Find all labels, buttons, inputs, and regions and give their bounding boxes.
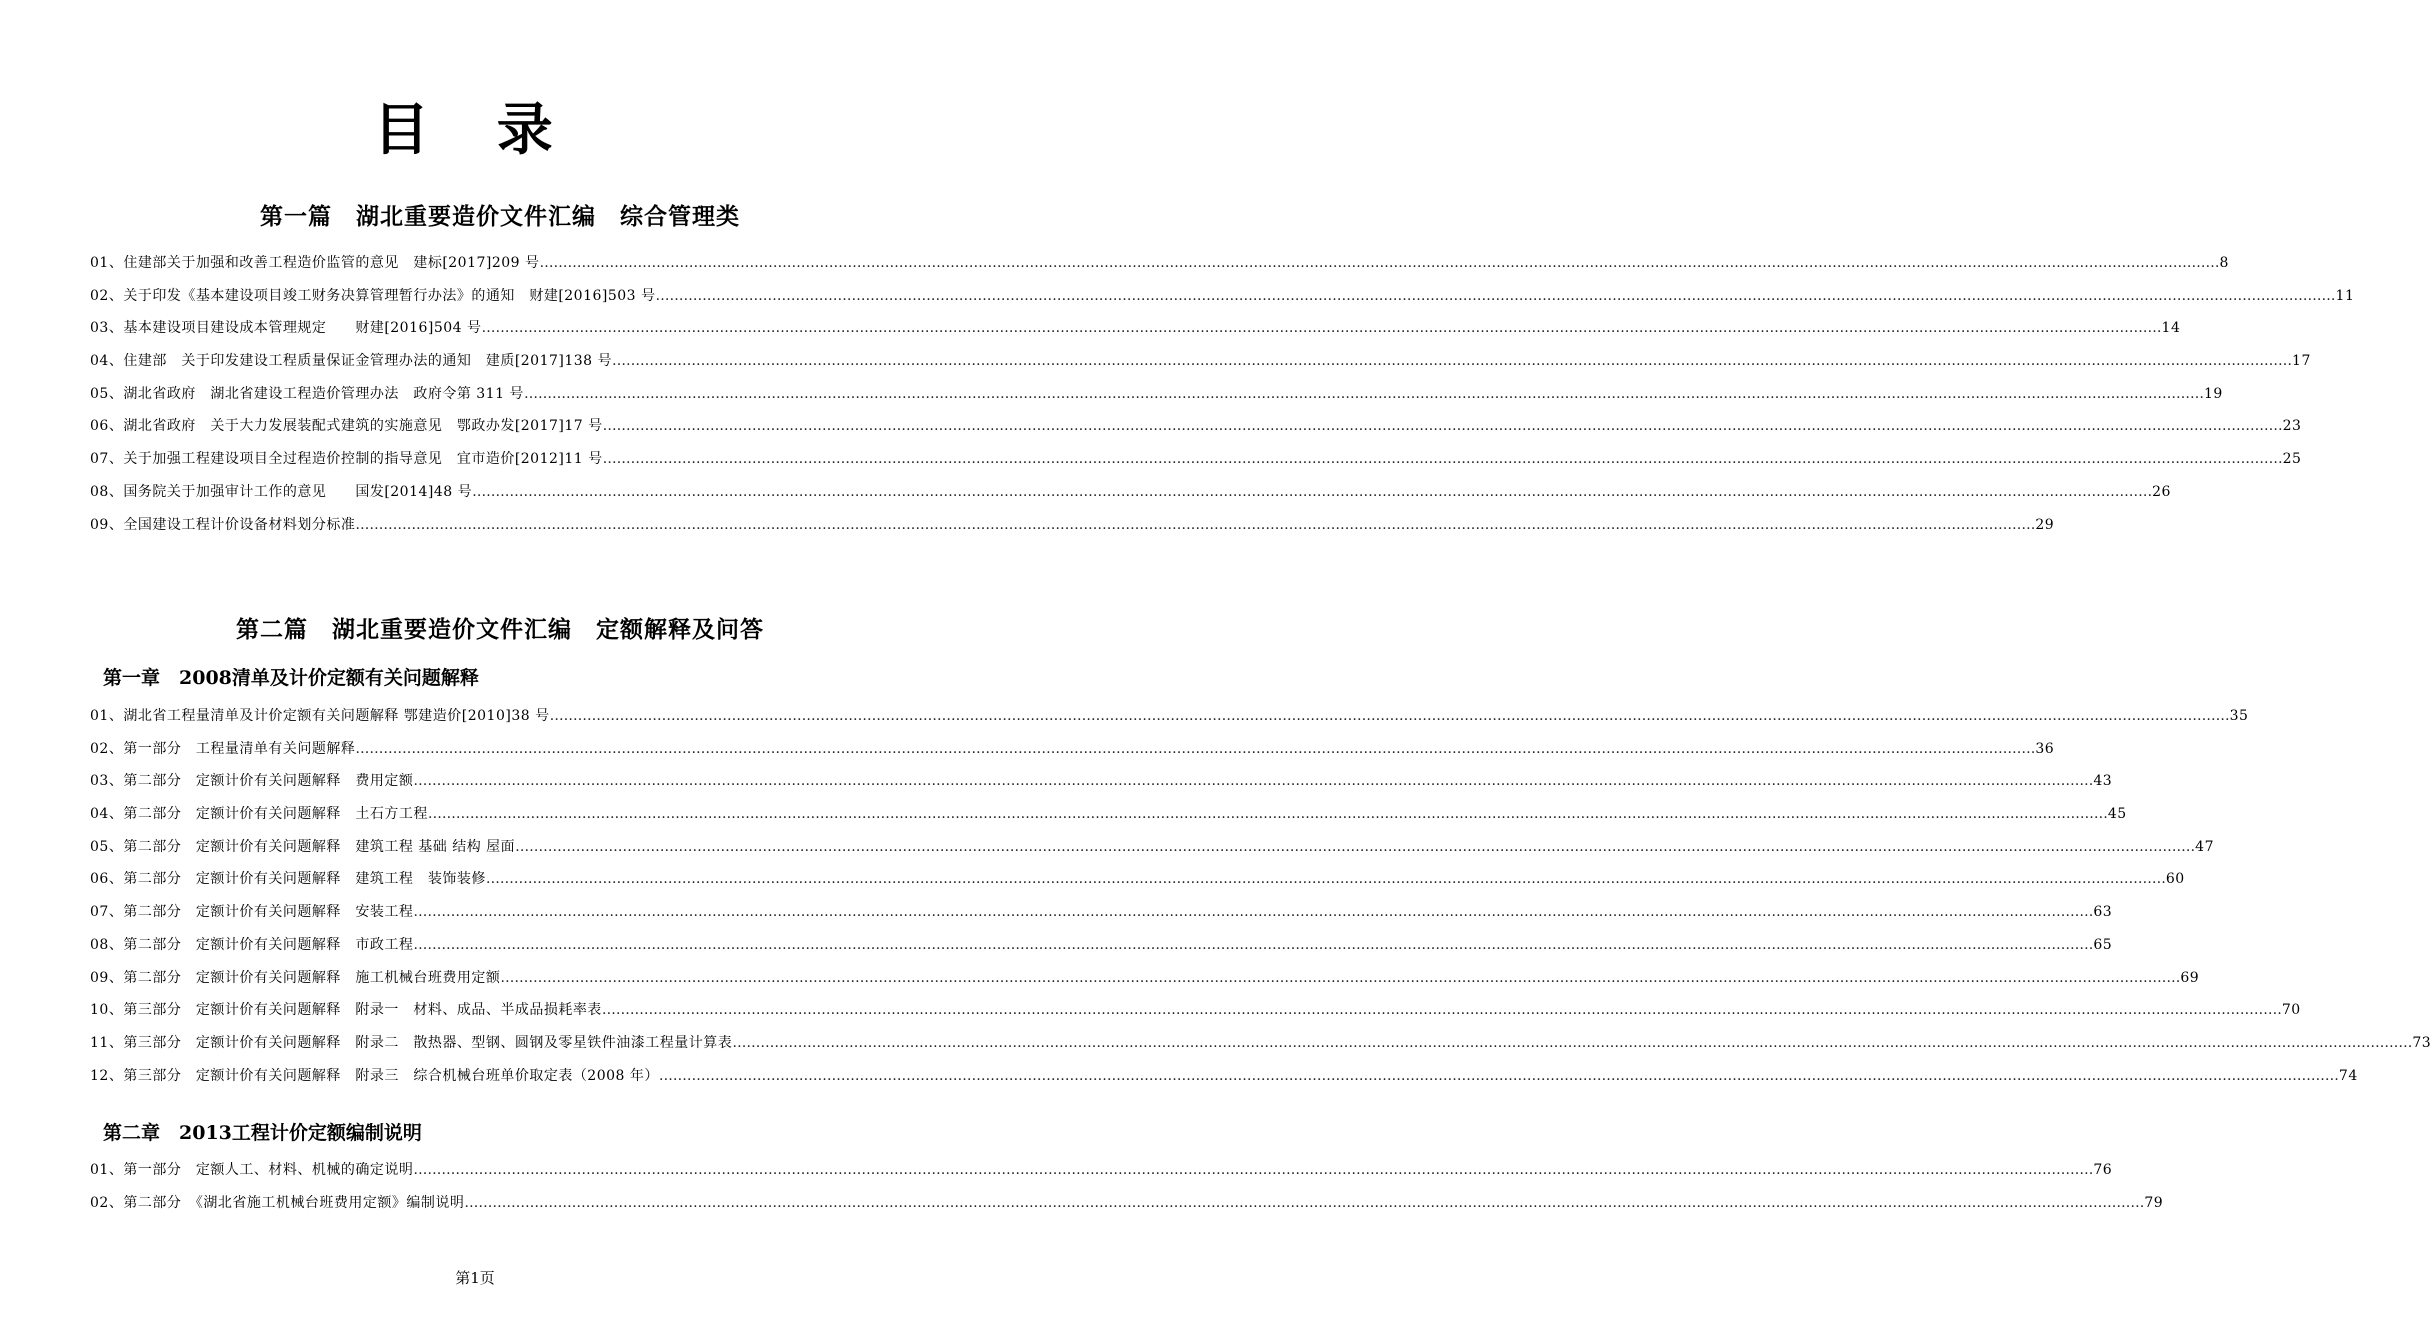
toc-entry[interactable] — [90, 449, 2302, 482]
toc-leader-dots: ……………………………………………………………………………………………………………………………………………………………………………………………………………………………………………………………………………………………………………………………… — [413, 904, 2094, 921]
toc-entry-title: 07、第二部分 定额计价有关问题解释 安装工程 — [90, 904, 414, 921]
toc-leader-dots: ……………………………………………………………………………………………………………………………………………………………………………………………………………………………………………………………………………………………………………………………… — [355, 740, 2036, 757]
toc-entry-page: 76 — [2093, 1162, 2113, 1178]
toc-entry[interactable] — [90, 935, 2113, 968]
toc-entry-title: 07、关于加强工程建设项目全过程造价控制的指导意见 宜市造价[2012]11 号 — [90, 451, 603, 468]
toc-leader-dots: ……………………………………………………………………………………………………………………………………………………………………………………………………………………………………………………………………………………………………………………………… — [472, 483, 2153, 500]
toc-entry-title: 10、第三部分 定额计价有关问题解释 附录一 材料、成品、半成品损耗率表 — [90, 1002, 602, 1019]
chapter1-title: 第一章 2008清单及计价定额有关问题解释 — [103, 667, 479, 689]
toc-entry[interactable] — [90, 1193, 2164, 1226]
toc-leader-dots: ……………………………………………………………………………………………………………………………………………………………………………………………………………………………………………………………………………………………………………………………… — [602, 418, 2283, 435]
toc-leader-dots: ……………………………………………………………………………………………………………………………………………………………………………………………………………………………………………………………………………………………………………………………… — [515, 838, 2196, 855]
toc-entry-page: 69 — [2180, 969, 2200, 986]
toc-entry-title: 01、湖北省工程量清单及计价定额有关问题解释 鄂建造价[2010]38 号 — [90, 708, 550, 724]
toc-entry[interactable] — [90, 771, 2113, 804]
toc-leader-dots: ……………………………………………………………………………………………………………………………………………………………………………………………………………………………………………………………………………………………………………………………… — [732, 1034, 2413, 1051]
toc-entry-page: 47 — [2195, 838, 2214, 855]
toc-leader-dots: ……………………………………………………………………………………………………………………………………………………………………………………………………………………………………………………………………………………………………………………………… — [413, 936, 2094, 953]
chapter2-toc-list — [90, 1160, 2164, 1225]
toc-entry-title: 11、第三部分 定额计价有关问题解释 附录二 散热器、型钢、圆钢及零星铁件油漆工程量计算表 — [90, 1034, 733, 1051]
toc-leader-dots: ……………………………………………………………………………………………………………………………………………………………………………………………………………………………………………………………………………………………………………………………… — [539, 255, 2220, 271]
toc-leader-dots: ……………………………………………………………………………………………………………………………………………………………………………………………………………………………………………………………………………………………………………………………… — [485, 871, 2166, 888]
toc-entry-title: 01、第一部分 定额人工、材料、机械的确定说明 — [90, 1162, 414, 1178]
toc-entry-title: 05、第二部分 定额计价有关问题解释 建筑工程 基础 结构 屋面 — [90, 838, 516, 855]
toc-entry-page: 63 — [2093, 904, 2113, 921]
toc-entry[interactable] — [90, 869, 2185, 902]
toc-leader-dots: ……………………………………………………………………………………………………………………………………………………………………………………………………………………………………………………………………………………………………………………………… — [500, 969, 2181, 986]
part1-title: 第一篇 湖北重要造价文件汇编 综合管理类 — [260, 203, 740, 230]
toc-entry-page: 45 — [2107, 806, 2127, 823]
part1-toc-list — [90, 253, 2355, 547]
toc-entry-page: 60 — [2165, 871, 2185, 888]
toc-entry-page: 29 — [2035, 516, 2055, 533]
toc-entry-title: 09、全国建设工程计价设备材料划分标准 — [90, 516, 356, 533]
toc-entry-page: 79 — [2144, 1194, 2164, 1211]
toc-entry-title: 03、第二部分 定额计价有关问题解释 费用定额 — [90, 773, 414, 790]
toc-leader-dots: ……………………………………………………………………………………………………………………………………………………………………………………………………………………………………………………………………………………………………………………………… — [413, 1162, 2094, 1178]
toc-entry-page: 19 — [2203, 385, 2223, 402]
toc-entry-page: 43 — [2093, 773, 2113, 790]
chapter2-title: 第二章 2013工程计价定额编制说明 — [103, 1122, 422, 1144]
toc-entry[interactable] — [90, 837, 2214, 870]
toc-entry[interactable] — [90, 1066, 2358, 1099]
toc-entry[interactable] — [90, 482, 2171, 515]
toc-entry-page: 65 — [2093, 936, 2113, 953]
toc-entry-page: 70 — [2281, 1002, 2301, 1019]
toc-entry[interactable] — [90, 515, 2055, 548]
part2-title: 第二篇 湖北重要造价文件汇编 定额解释及问答 — [236, 616, 764, 643]
toc-entry[interactable] — [90, 416, 2302, 449]
toc-entry[interactable] — [90, 384, 2223, 417]
toc-entry-title: 02、关于印发《基本建设项目竣工财务决算管理暂行办法》的通知 财建[2016]503 号 — [90, 287, 656, 304]
toc-entry-page: 8 — [2219, 255, 2229, 271]
toc-leader-dots: ……………………………………………………………………………………………………………………………………………………………………………………………………………………………………………………………………………………………………………………………… — [612, 353, 2293, 370]
toc-entry-title: 08、国务院关于加强审计工作的意见 国发[2014]48 号 — [90, 483, 473, 500]
chapter1-toc-list — [90, 706, 2431, 1098]
toc-leader-dots: ……………………………………………………………………………………………………………………………………………………………………………………………………………………………………………………………………………………………………………………………… — [427, 806, 2108, 823]
toc-leader-dots: ……………………………………………………………………………………………………………………………………………………………………………………………………………………………………………………………………………………………………………………………… — [464, 1194, 2145, 1211]
toc-entry[interactable] — [90, 739, 2055, 772]
toc-entry-title: 12、第三部分 定额计价有关问题解释 附录三 综合机械台班单价取定表（2008 年） — [90, 1067, 659, 1084]
toc-entry-title: 08、第二部分 定额计价有关问题解释 市政工程 — [90, 936, 414, 953]
toc-leader-dots: ……………………………………………………………………………………………………………………………………………………………………………………………………………………………………………………………………………………………………………………………… — [355, 516, 2036, 533]
page-number: 第1页 — [455, 1269, 495, 1287]
toc-entry[interactable] — [90, 706, 2249, 739]
toc-entry-title: 02、第二部分 《湖北省施工机械台班费用定额》编制说明 — [90, 1194, 465, 1211]
toc-entry-page: 26 — [2152, 483, 2171, 500]
toc-entry-title: 06、湖北省政府 关于大力发展装配式建筑的实施意见 鄂政办发[2017]17 号 — [90, 418, 603, 435]
toc-leader-dots: ……………………………………………………………………………………………………………………………………………………………………………………………………………………………………………………………………………………………………………………………… — [602, 451, 2283, 468]
toc-leader-dots: ……………………………………………………………………………………………………………………………………………………………………………………………………………………………………………………………………………………………………………………………… — [549, 708, 2230, 724]
toc-entry-title: 09、第二部分 定额计价有关问题解释 施工机械台班费用定额 — [90, 969, 501, 986]
toc-entry-page: 74 — [2338, 1067, 2358, 1084]
toc-entry-title: 05、湖北省政府 湖北省建设工程造价管理办法 政府令第 311 号 — [90, 385, 524, 402]
toc-entry[interactable] — [90, 253, 2229, 286]
toc-entry-page: 73 — [2412, 1034, 2431, 1051]
toc-entry-page: 11 — [2335, 287, 2355, 304]
toc-leader-dots: ……………………………………………………………………………………………………………………………………………………………………………………………………………………………………………………………………………………………………………………………… — [481, 320, 2162, 337]
toc-entry[interactable] — [90, 351, 2311, 384]
toc-entry-title: 06、第二部分 定额计价有关问题解释 建筑工程 装饰装修 — [90, 871, 486, 888]
toc-entry-page: 23 — [2282, 418, 2302, 435]
toc-leader-dots: ……………………………………………………………………………………………………………………………………………………………………………………………………………………………………………………………………………………………………………………………… — [655, 287, 2336, 304]
toc-entry[interactable] — [90, 286, 2355, 319]
toc-entry[interactable] — [90, 968, 2200, 1001]
toc-leader-dots: ……………………………………………………………………………………………………………………………………………………………………………………………………………………………………………………………………………………………………………………………… — [413, 773, 2094, 790]
toc-leader-dots: ……………………………………………………………………………………………………………………………………………………………………………………………………………………………………………………………………………………………………………………………… — [601, 1002, 2282, 1019]
toc-entry-title: 04、第二部分 定额计价有关问题解释 土石方工程 — [90, 806, 428, 823]
toc-entry-title: 02、第一部分 工程量清单有关问题解释 — [90, 740, 356, 757]
toc-entry[interactable] — [90, 1160, 2113, 1193]
toc-entry[interactable] — [90, 1033, 2431, 1066]
toc-leader-dots: ……………………………………………………………………………………………………………………………………………………………………………………………………………………………………………………………………………………………………………………………… — [523, 385, 2204, 402]
toc-entry-title: 04、住建部 关于印发建设工程质量保证金管理办法的通知 建质[2017]138 号 — [90, 353, 613, 370]
toc-entry[interactable] — [90, 804, 2127, 837]
toc-leader-dots: ……………………………………………………………………………………………………………………………………………………………………………………………………………………………………………………………………………………………………………………………… — [658, 1067, 2339, 1084]
toc-entry-page: 14 — [2161, 320, 2181, 337]
toc-entry-title: 03、基本建设项目建设成本管理规定 财建[2016]504 号 — [90, 320, 482, 337]
toc-entry[interactable] — [90, 318, 2181, 351]
toc-entry-page: 36 — [2035, 740, 2055, 757]
toc-entry[interactable] — [90, 902, 2113, 935]
toc-entry-page: 17 — [2292, 353, 2311, 370]
page-title: 目 录 — [373, 97, 577, 163]
toc-entry[interactable] — [90, 1000, 2301, 1033]
toc-entry-title: 01、住建部关于加强和改善工程造价监管的意见 建标[2017]209 号 — [90, 255, 540, 271]
toc-entry-page: 25 — [2282, 451, 2302, 468]
toc-entry-page: 35 — [2229, 708, 2249, 724]
